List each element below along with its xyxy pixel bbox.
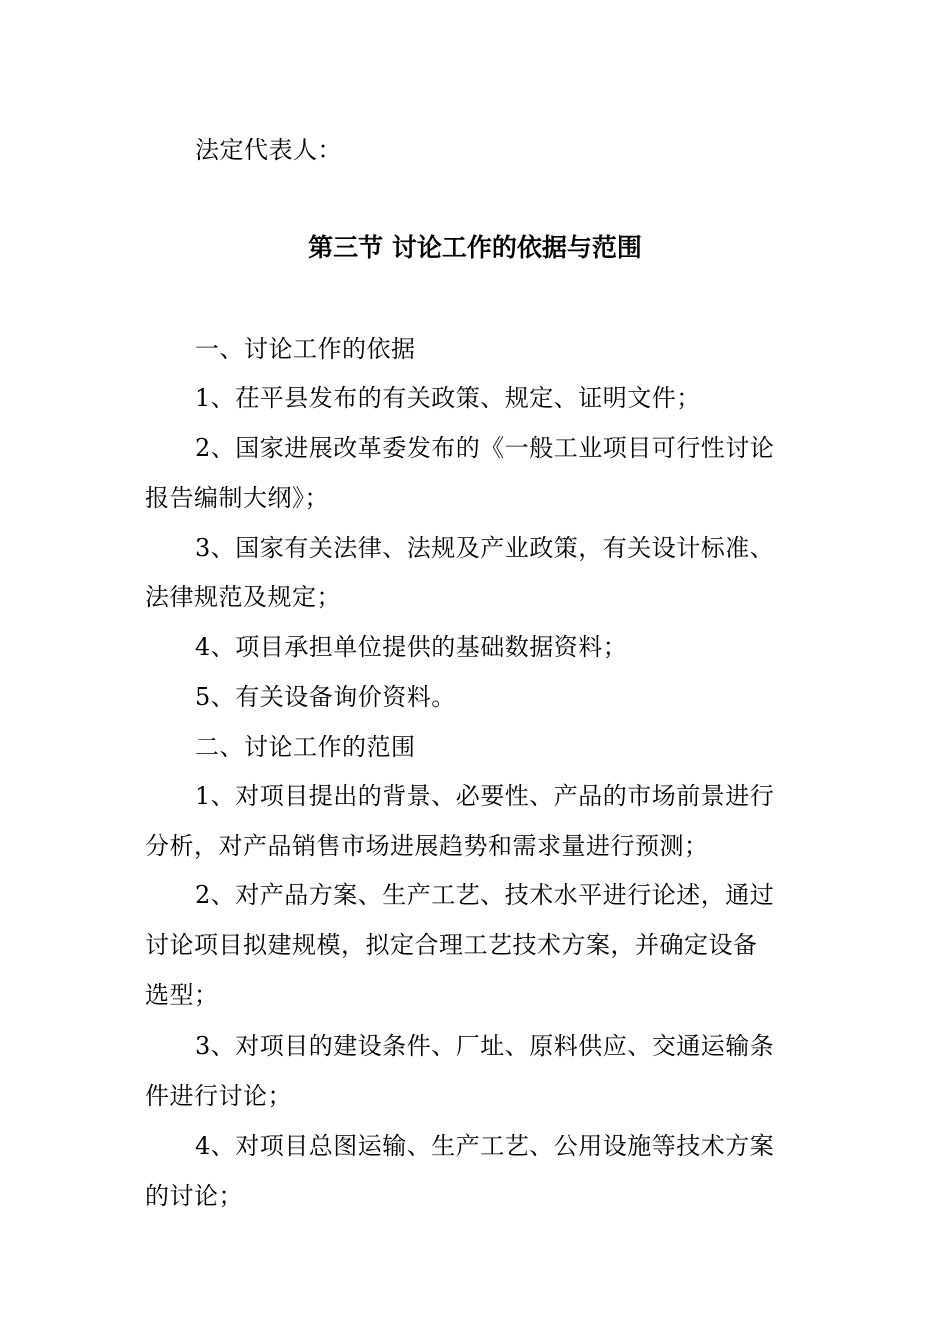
scope-item-3: 3、对项目的建设条件、厂址、原料供应、交通运输条 — [195, 1032, 775, 1060]
basis-item-4: 4、项目承担单位提供的基础数据资料； — [195, 633, 628, 661]
scope-item-3-cont: 件进行讨论； — [145, 1082, 292, 1110]
basis-item-3-cont: 法律规范及规定； — [145, 583, 341, 611]
basis-item-5: 5、有关设备询价资料。 — [195, 683, 456, 711]
scope-item-1-cont: 分析，对产品销售市场进展趋势和需求量进行预测； — [145, 832, 709, 860]
basis-item-3: 3、国家有关法律、法规及产业政策，有关设计标准、 — [195, 534, 775, 562]
section-title: 第三节 讨论工作的依据与范围 — [308, 233, 642, 262]
scope-item-4-cont: 的讨论； — [145, 1182, 243, 1210]
scope-heading: 二、讨论工作的范围 — [195, 733, 416, 761]
scope-item-1: 1、对项目提出的背景、必要性、产品的市场前景进行 — [195, 782, 775, 810]
basis-item-1: 1、茌平县发布的有关政策、规定、证明文件； — [195, 384, 701, 412]
basis-item-2: 2、国家进展改革委发布的《一般工业项目可行性讨论 — [195, 434, 775, 462]
basis-heading: 一、讨论工作的依据 — [195, 335, 416, 363]
scope-item-2: 2、对产品方案、生产工艺、技术水平进行论述，通过 — [195, 881, 775, 909]
scope-item-2-cont: 讨论项目拟建规模，拟定合理工艺技术方案，并确定设备 — [145, 931, 758, 959]
scope-item-2-cont-2: 选型； — [145, 981, 219, 1009]
legal-representative-label: 法定代表人： — [195, 136, 342, 164]
scope-item-4: 4、对项目总图运输、生产工艺、公用设施等技术方案 — [195, 1132, 775, 1160]
basis-item-2-cont: 报告编制大纲》； — [145, 484, 329, 512]
